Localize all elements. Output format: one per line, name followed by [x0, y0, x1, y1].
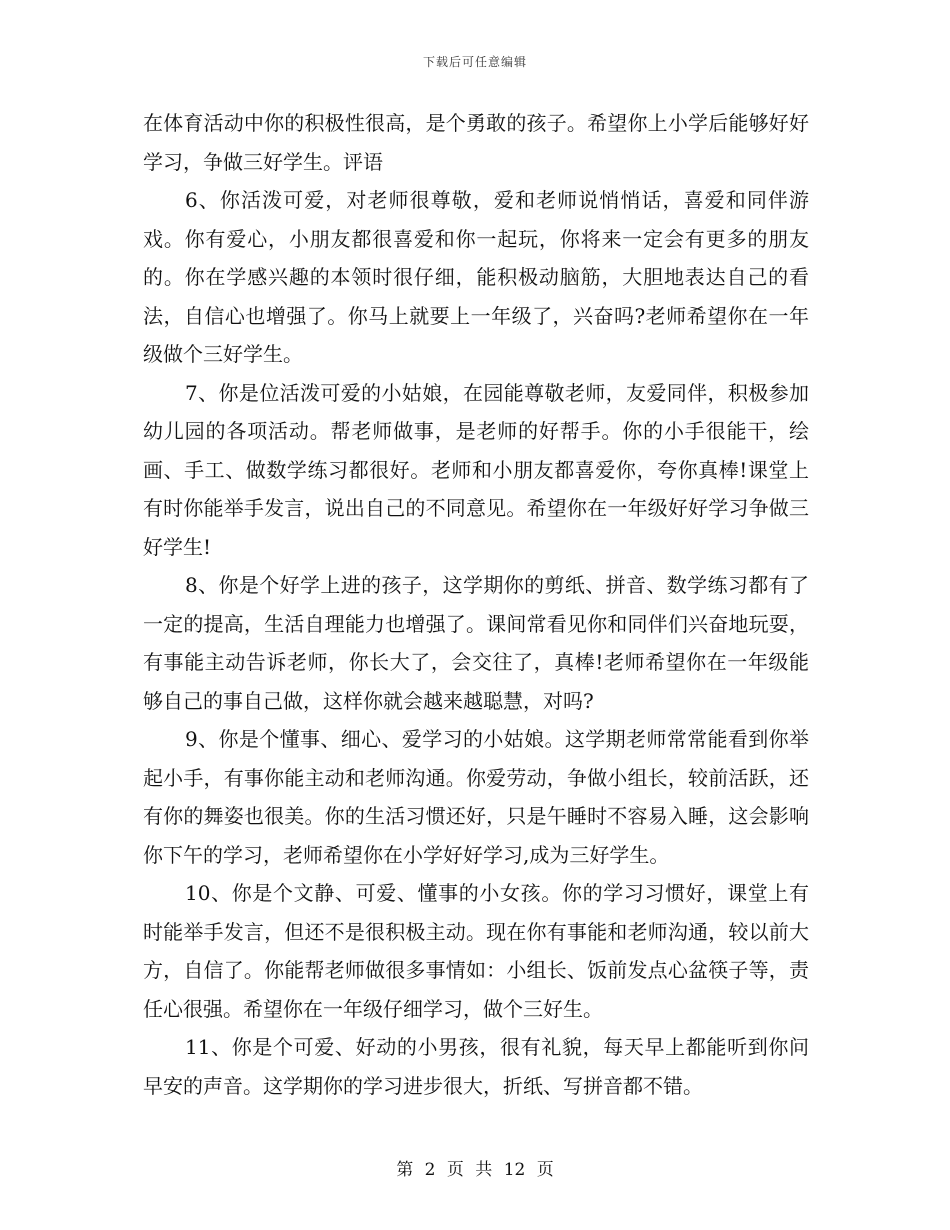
paragraph-comment-10: 10、你是个文静、可爱、懂事的小女孩。你的学习习惯好，课堂上有时能举手发言，但还不是很积极主动。现在你有事能和老师沟通，较以前大方，自信了。你能帮老师做很多事情如：小组长、饭前发点心盆筷子等，责任心很强。希望你在一年级仔细学习，做个三好生。 [143, 881, 809, 1021]
document-body [143, 104, 809, 1105]
paragraph-comment-7: 7、你是位活泼可爱的小姑娘，在园能尊敬老师，友爱同伴，积极参加幼儿园的各项活动。帮老师做事，是老师的好帮手。你的小手很能干，绘画、手工、做数学练习都很好。老师和小朋友都喜爱你，夸你真棒!课堂上有时你能举手发言，说出自己的不同意见。希望你在一年级好好学习争做三好学生! [143, 380, 809, 559]
paragraph-comment-11: 11、你是个可爱、好动的小男孩，很有礼貌，每天早上都能听到你问早安的声音。这学期你的学习进步很大，折纸、写拼音都不错。 [143, 1035, 809, 1098]
page-header: 下载后可任意编辑 [422, 55, 527, 69]
paragraph-comment-9: 9、你是个懂事、细心、爱学习的小姑娘。这学期老师常常能看到你举起小手，有事你能主动和老师沟通。你爱劳动，争做小组长，较前活跃，还有你的舞姿也很美。你的生活习惯还好，只是午睡时不容易入睡，这会影响你下午的学习，老师希望你在小学好好学习,成为三好学生。 [143, 727, 809, 867]
paragraph-continuation: 在体育活动中你的积极性很高，是个勇敢的孩子。希望你上小学后能够好好学习，争做三好学生。评语 [143, 111, 809, 174]
paragraph-comment-8: 8、你是个好学上进的孩子，这学期你的剪纸、拼音、数学练习都有了一定的提高，生活自理能力也增强了。课间常看见你和同伴们兴奋地玩耍，有事能主动告诉老师，你长大了，会交往了，真棒!老师希望你在一年级能够自己的事自己做，这样你就会越来越聪慧，对吗? [143, 573, 809, 713]
paragraph-comment-6: 6、你活泼可爱，对老师很尊敬，爱和老师说悄悄话，喜爱和同伴游戏。你有爱心，小朋友都很喜爱和你一起玩，你将来一定会有更多的朋友的。你在学感兴趣的本领时很仔细，能积极动脑筋，大胆地表达自己的看法，自信心也增强了。你马上就要上一年级了，兴奋吗?老师希望你在一年级做个三好学生。 [143, 188, 809, 366]
page-number-footer: 第 2 页 共 12 页 [396, 1160, 554, 1180]
